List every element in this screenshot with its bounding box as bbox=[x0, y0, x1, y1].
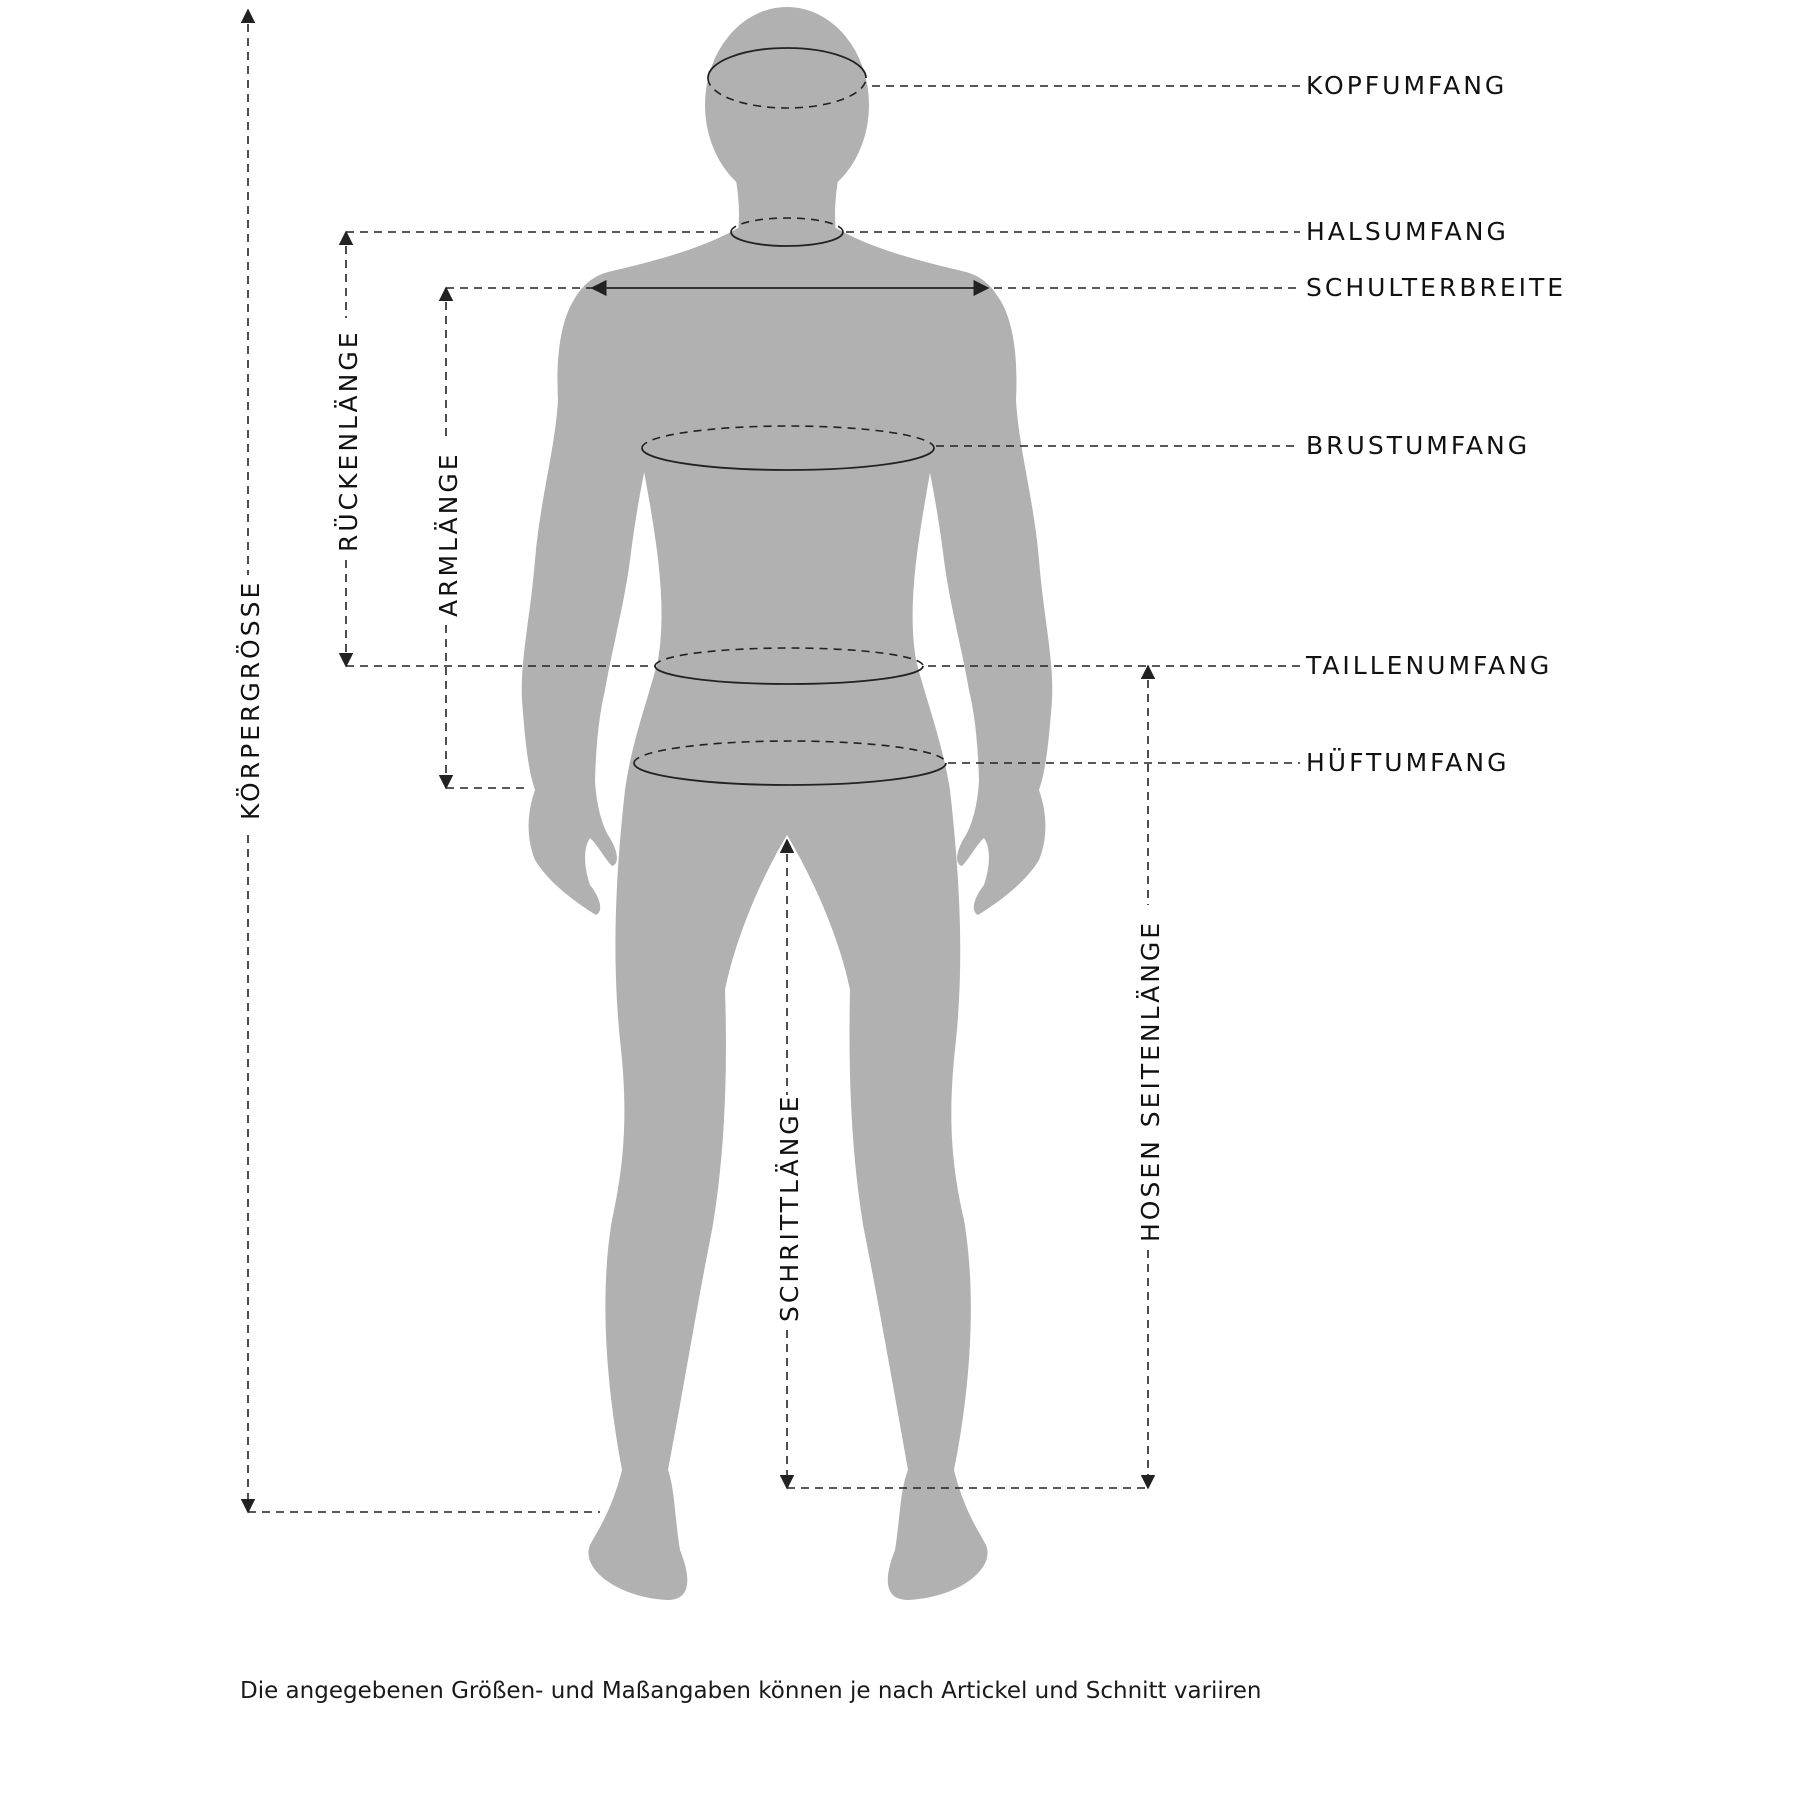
label-kopfumfang: KOPFUMFANG bbox=[1306, 71, 1508, 100]
hosen-seitenlaenge-measure bbox=[1136, 666, 1165, 1488]
footnote: Die angegebenen Größen- und Maßangaben können je nach Artickel und Schnitt variiren bbox=[240, 1678, 1262, 1704]
label-schrittlaenge: SCHRITTLÄNGE bbox=[775, 1093, 804, 1322]
label-halsumfang: HALSUMFANG bbox=[1306, 217, 1509, 246]
label-hosen-seitenlaenge: HOSEN SEITENLÄNGE bbox=[1136, 919, 1165, 1242]
neck bbox=[730, 150, 844, 232]
label-rueckenlaenge: RÜCKENLÄNGE bbox=[334, 329, 363, 552]
label-hueftumfang: HÜFTUMFANG bbox=[1306, 748, 1510, 777]
label-koerpergroesse: KÖRPERGRÖSSE bbox=[236, 579, 265, 820]
label-taillenumfang: TAILLENUMFANG bbox=[1306, 651, 1553, 680]
label-armlaenge: ARMLÄNGE bbox=[434, 451, 463, 617]
label-brustumfang: BRUSTUMFANG bbox=[1306, 431, 1531, 460]
label-schulterbreite: SCHULTERBREITE bbox=[1306, 273, 1567, 302]
